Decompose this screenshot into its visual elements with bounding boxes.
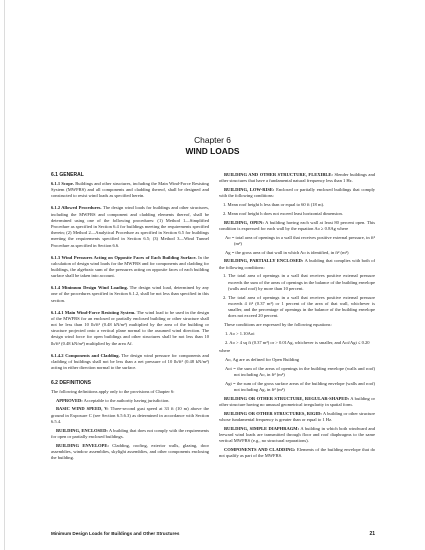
definition-approved [51, 398, 209, 404]
definition-building-envelope [51, 443, 209, 462]
definition-basic-wind-speed [51, 406, 209, 425]
left-column [51, 172, 209, 464]
run-in-heading: 6.1.2 Allowed Procedures. [51, 205, 102, 211]
definition-term: BUILDING OR OTHER STRUCTURE, REGULAR-SHAPED: [224, 395, 350, 401]
definition-text: Three-second gust speed at 33 ft (10 m) above the ground in Exposure C (see Section 6.5.6.3) as determined in accordance with Section 6.5.4. [51, 406, 209, 424]
run-in-heading: 6.1.4.2 Components and Cladding. [51, 352, 120, 358]
chapter-title: WIND LOADS [185, 146, 240, 156]
definition-text: Elements of the building envelope that do not qualify as part of the MWFRS. [219, 447, 376, 459]
definition-text: A building that complies with both of the following conditions: [219, 258, 375, 270]
page-number: 21 [369, 531, 375, 537]
footer-title: Minimum Design Loads for Buildings and Other Structures [51, 531, 180, 536]
definition-low-rise [219, 187, 375, 199]
definition-rigid [219, 411, 375, 423]
paragraph-text: The wind load to be used in the design of the MWFRS for an enclosed or partially enclosed building or other structure shall not be less than 10 lb/ft² (0.48 kN/m²) multiplied by the area of the building or structure projected onto a vertical plane normal to the assumed wind direction. The design wind force for open buildings and other structures shall be not less than 10 lb/ft² (0.48 kN/m²) multiplied by the area Af. [51, 309, 209, 346]
run-in-heading: 6.1.1 Scope. [51, 181, 74, 186]
paragraph-wind-pressures [51, 255, 209, 280]
paragraph-text: The design wind loads for buildings and other structures, including the MWFRS and component and cladding elements thereof, shall be determined using one of the following procedures: (1) Method 1—Simplified Procedure as specified in Section 6.4 for buildings meeting the requirements specified therein; (2) Method 2—Analytical Procedure as specified in Section 6.5 for buildings meeting the requirements specified in Section 6.5; (3) Method 3—Wind Tunnel Procedure as specified in Section 6.6. [51, 205, 209, 248]
definition-text: A building that does not comply with the requirements for open or partially enclosed buildings. [51, 427, 209, 439]
paragraph-scope [51, 181, 209, 200]
run-in-heading: 6.1.4 Minimum Design Wind Loading. [51, 285, 128, 291]
variable-definition: Ao = total area of openings in a wall that receives positive external pressure, in ft² (m²) [225, 234, 375, 246]
definition-components-cladding [219, 447, 375, 459]
list-item: 2. Mean roof height h does not exceed least horizontal dimension. [223, 210, 343, 216]
definition-term: BUILDING OR OTHER STRUCTURES, RIGID: [224, 410, 322, 416]
chapter-label: Chapter 6 [194, 135, 231, 145]
definition-term: BUILDING ENVELOPE: [56, 442, 109, 448]
definition-text: A building having each wall at least 80 percent open. This condition is expressed for each wall by the equation Ao ≥ 0.8Ag where [219, 219, 375, 231]
paragraph-minimum-design [51, 285, 209, 304]
where-label: where [219, 348, 231, 354]
page-edge-line [4, 0, 5, 550]
definition-text: Cladding, roofing, exterior walls, glazing, door assemblies, window assemblies, skylight assemblies, and other components enclosing the building. [51, 442, 209, 460]
definition-text: A building or other structure whose fundamental frequency is greater than or equal to 1 Hz. [219, 410, 375, 423]
definition-term: BUILDING, LOW-RISE: [224, 187, 275, 192]
definition-term: COMPONENTS AND CLADDING: [224, 447, 296, 453]
variable-definition: Ag = the gross area of that wall in which Ao is identified, in ft² (m²) [225, 249, 349, 255]
paragraph-text: Buildings and other structures, including the Main Wind-Force Resisting System (MWFRS) and all components and cladding thereof, shall be designed and constructed to resist wind loads as specified herein. [51, 181, 209, 199]
page-footer [51, 531, 375, 539]
paragraph-allowed-procedures [51, 205, 209, 248]
paragraph-mwfrs [51, 310, 209, 347]
definition-text: A building or other structure having no unusual geometrical irregularity in spatial form. [219, 395, 376, 408]
definition-text: Enclosed or partially enclosed buildings that comply with the following conditions: [219, 187, 376, 199]
paragraph-text: The design wind pressure for components and cladding of buildings shall not be less than a net pressure of 10 lb/ft² (0.48 kN/m²) acting in either direction normal to the surface. [51, 352, 209, 370]
chapter-heading [0, 135, 425, 157]
definition-simple-diaphragm [219, 426, 375, 445]
definition-term: BUILDING AND OTHER STRUCTURE, FLEXIBLE: [224, 172, 333, 177]
variable-definition: Agi = the sum of the gross surface areas of the building envelope (walls and roof) not including Ag, in ft² (m²) [225, 380, 375, 393]
definition-term: BUILDING, ENCLOSED: [56, 427, 108, 433]
equation: 1. Ao > 1.10Aoi [225, 330, 255, 336]
equation: 2. Ao > 4 sq ft (0.37 m²) or > 0.01Ag, whichever is smaller, and Aoi/Agi ≤ 0.20 [225, 339, 370, 345]
list-item: 2. The total area of openings in a wall that receives positive external pressure exceeds 4 ft² (0.37 m²) or 1 percent of the area of that wall, whichever is smaller, and the percentage of openings in the balance of the building envelope does not exceed 20 percent. [223, 294, 375, 319]
list-item: 1. The total area of openings in a wall that receives positive external pressure exceeds the sum of the areas of openings in the balance of the building envelope (walls and roof) by more than 10 percent. [223, 273, 375, 291]
definition-open [219, 220, 375, 232]
variable-definition: Aoi = the sum of the areas of openings in the building envelope (walls and roof) not including Ao, in ft² (m²) [225, 365, 375, 378]
paragraph-text: In the calculation of design wind loads for the MWFRS and for components and cladding for buildings, the algebraic sum of the pressures acting on opposite faces of each building surface shall be taken into account. [51, 254, 209, 279]
definitions-intro: The following definitions apply only to the provisions of Chapter 6: [51, 388, 175, 394]
definition-partially-enclosed [219, 258, 375, 270]
definition-regular-shaped [219, 396, 375, 408]
equations-intro: These conditions are expressed by the following equations: [224, 322, 332, 327]
definition-text: A building in which both windward and leeward wind loads are transmitted through floor and roof diaphragms to the same vertical MWFRS (e.g., no structural separations). [219, 425, 375, 444]
definition-term: BUILDING, PARTIALLY ENCLOSED: [224, 258, 304, 264]
definition-text: Acceptable to the authority having jurisdiction. [82, 397, 170, 403]
definition-term: BUILDING, SIMPLE DIAPHRAGM: [224, 425, 300, 431]
variable-definition: Ao, Ag are as defined for Open Building [225, 357, 299, 363]
run-in-heading: 6.1.3 Wind Pressures Acting on Opposite Faces of Each Building Surface. [51, 254, 197, 260]
definition-text: Slender buildings and other structures that have a fundamental natural frequency less than 1 Hz. [219, 172, 375, 184]
definition-term: BASIC WIND SPEED, V: [56, 406, 109, 412]
run-in-heading: 6.1.4.1 Main Wind-Force Resisting System. [51, 309, 136, 315]
definition-term: APPROVED: [56, 397, 83, 403]
section-heading-definitions: 6.2 DEFINITIONS [51, 379, 92, 386]
definition-term: BUILDING, OPEN: [224, 219, 264, 225]
definition-building-enclosed [51, 428, 209, 440]
definition-flexible [219, 172, 375, 184]
paragraph-components-cladding [51, 353, 209, 372]
right-column [219, 172, 375, 462]
paragraph-text: The design wind load, determined by any one of the procedures specified in Section 6.1.2, shall be not less than specified in this section. [51, 285, 209, 303]
section-heading-general: 6.1 GENERAL [51, 172, 84, 178]
list-item: 1. Mean roof height h less than or equal to 60 ft (18 m). [223, 202, 325, 207]
